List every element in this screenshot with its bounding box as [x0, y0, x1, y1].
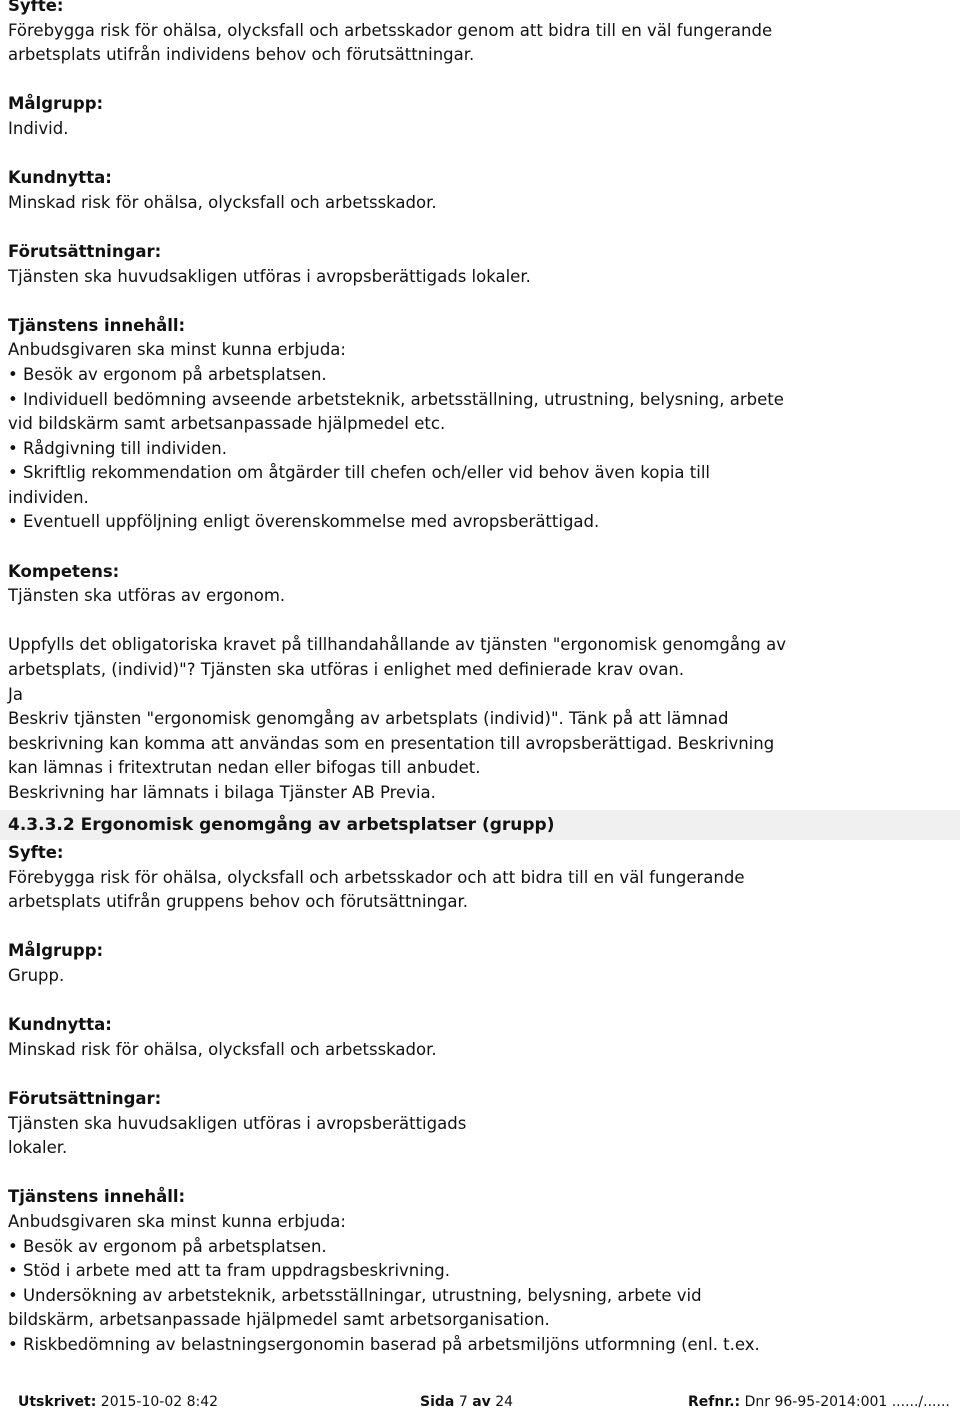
list-item: • Stöd i arbete med att ta fram uppdragsbeskrivning.	[8, 1259, 948, 1284]
malgrupp-label: Målgrupp:	[8, 94, 104, 114]
beskriv-text: beskrivning kan komma att användas som en presentation till avropsberättigad. Beskrivning	[8, 733, 775, 753]
refnr-value: Dnr 96-95-2014:001 ....../......	[744, 1394, 950, 1410]
beskriv-text: Beskrivning har lämnats i bilaga Tjänster AB Previa.	[8, 783, 436, 802]
kundnytta-label: Kundnytta:	[8, 168, 112, 188]
list-item: • Besök av ergonom på arbetsplatsen.	[8, 363, 948, 388]
section-heading: 4.3.3.2 Ergonomisk genomgång av arbetsplatser (grupp)	[8, 815, 555, 835]
page-label: Sida	[420, 1394, 455, 1410]
krav-question: arbetsplats, (individ)"? Tjänsten ska utföras i enlighet med definierade krav ovan.	[8, 660, 685, 680]
beskriv-text: Beskriv tjänsten "ergonomisk genomgång av arbetsplats (individ)". Tänk på att lämnad	[8, 709, 729, 729]
syfte-label: Syfte:	[8, 0, 64, 15]
krav-question: Uppfylls det obligatoriska kravet på tillhandahållande av tjänsten "ergonomisk genomgång av	[8, 635, 787, 655]
malgrupp-text: Grupp.	[8, 965, 65, 985]
page-of-label: av	[472, 1394, 491, 1410]
syfte-line: Förebygga risk för ohälsa, olycksfall och arbetsskador och att bidra till en väl fungerande	[8, 867, 745, 887]
page-current: 7	[458, 1394, 468, 1410]
kundnytta-label: Kundnytta:	[8, 1015, 112, 1035]
innehall-intro: Anbudsgivaren ska minst kunna erbjuda:	[8, 1211, 346, 1231]
kompetens-label: Kompetens:	[8, 561, 120, 581]
printed-value: 2015-10-02 8:42	[100, 1394, 219, 1410]
syfte-line: Förebygga risk för ohälsa, olycksfall och arbetsskador genom att bidra till en väl fungerande	[8, 20, 773, 40]
innehall-label: Tjänstens innehåll:	[8, 315, 186, 335]
malgrupp-label: Målgrupp:	[8, 941, 104, 961]
page-number	[420, 1392, 513, 1412]
syfte-label: Syfte:	[8, 843, 64, 862]
forutsattningar-text: Tjänsten ska huvudsakligen utföras i avropsberättigads lokaler.	[8, 266, 531, 286]
syfte-line: arbetsplats utifrån gruppens behov och förutsättningar.	[8, 892, 469, 912]
list-item: • Riskbedömning av belastningsergonomin baserad på arbetsmiljöns utformning (enl. t.ex.	[8, 1333, 948, 1358]
list-item-continuation: vid bildskärm samt arbetsanpassade hjälpmedel etc.	[8, 414, 446, 434]
forutsattningar-label: Förutsättningar:	[8, 1088, 162, 1108]
list-item: • Skriftlig rekommendation om åtgärder till chefen och/eller vid behov även kopia till	[8, 461, 948, 486]
list-item-continuation: bildskärm, arbetsanpassade hjälpmedel samt arbetsorganisation.	[8, 1310, 550, 1330]
krav-answer: Ja	[8, 684, 23, 704]
malgrupp-text: Individ.	[8, 118, 69, 138]
innehall-intro: Anbudsgivaren ska minst kunna erbjuda:	[8, 340, 346, 360]
beskriv-text: kan lämnas i fritextrutan nedan eller bifogas till anbudet.	[8, 758, 481, 778]
list-item: • Individuell bedömning avseende arbetsteknik, arbetsställning, utrustning, belysning, arbete	[8, 388, 948, 413]
list-item: • Rådgivning till individen.	[8, 437, 948, 462]
section-grupp	[8, 841, 948, 1357]
list-item: • Undersökning av arbetsteknik, arbetsställningar, utrustning, belysning, arbete vid	[8, 1284, 948, 1309]
forutsattningar-text: Tjänsten ska huvudsakligen utföras i avropsberättigads	[8, 1113, 467, 1133]
section-individ	[8, 0, 948, 806]
page-total: 24	[495, 1394, 514, 1410]
list-item: • Eventuell uppföljning enligt överenskommelse med avropsberättigad.	[8, 510, 948, 535]
reference-number	[688, 1392, 950, 1412]
list-item: • Besök av ergonom på arbetsplatsen.	[8, 1235, 948, 1260]
printed-date	[18, 1392, 218, 1412]
forutsattningar-label: Förutsättningar:	[8, 241, 162, 261]
syfte-line: arbetsplats utifrån individens behov och förutsättningar.	[8, 45, 475, 65]
page-footer	[0, 1392, 960, 1412]
refnr-label: Refnr.:	[688, 1394, 741, 1410]
kompetens-text: Tjänsten ska utföras av ergonom.	[8, 586, 286, 606]
innehall-label: Tjänstens innehåll:	[8, 1187, 186, 1207]
list-item-continuation: individen.	[8, 487, 89, 507]
printed-label: Utskrivet:	[18, 1394, 97, 1410]
kundnytta-text: Minskad risk för ohälsa, olycksfall och arbetsskador.	[8, 1039, 437, 1059]
forutsattningar-text: lokaler.	[8, 1138, 68, 1158]
kundnytta-text: Minskad risk för ohälsa, olycksfall och arbetsskador.	[8, 192, 437, 212]
